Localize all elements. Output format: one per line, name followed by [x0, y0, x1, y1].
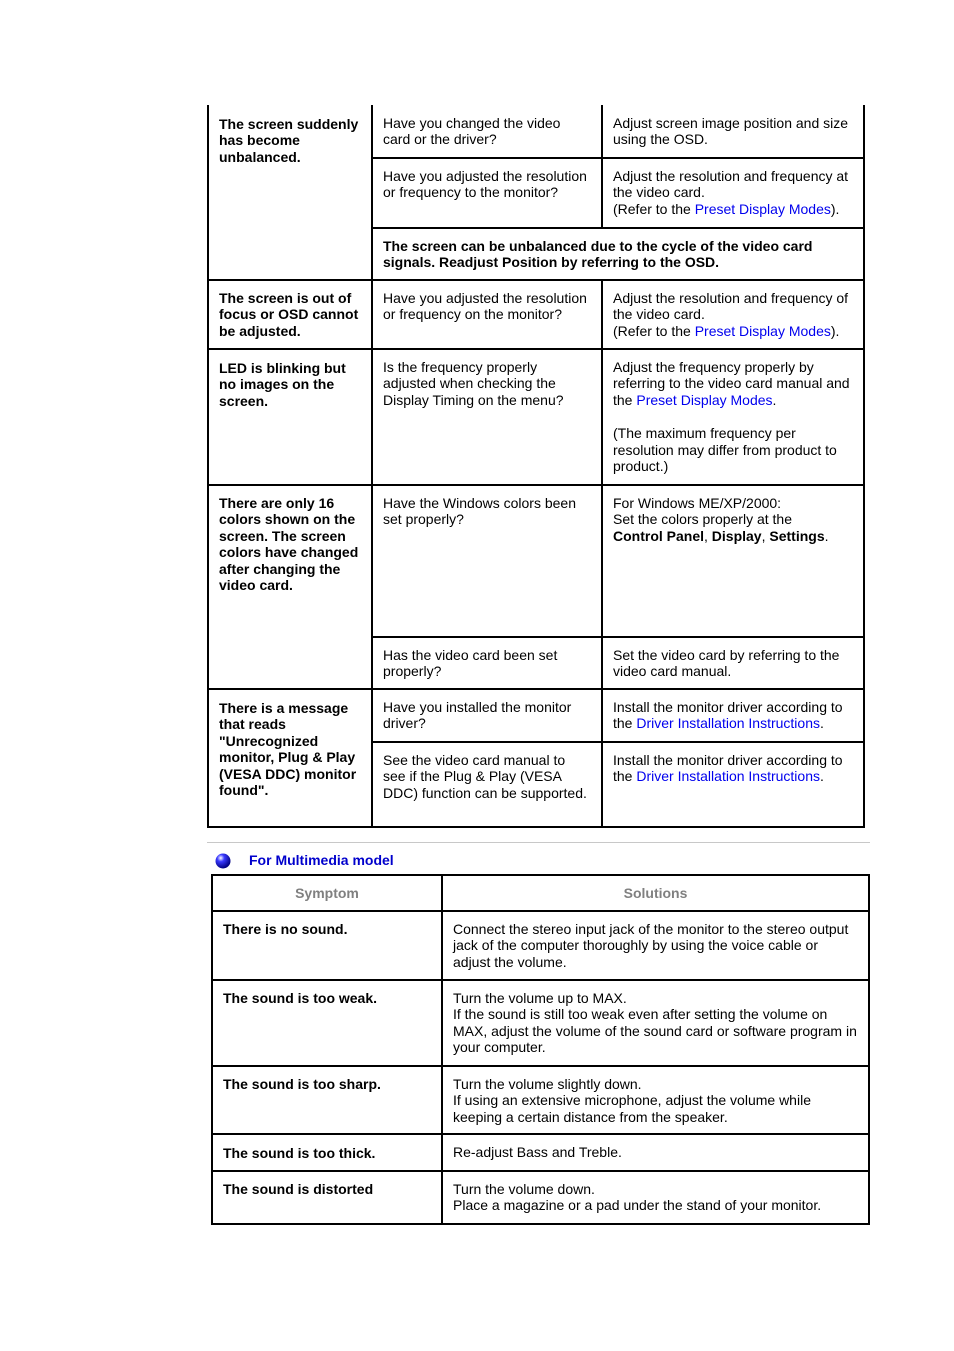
symptom-text: The sound is too thick. — [223, 1145, 376, 1161]
solution-text: (Refer to the — [613, 200, 695, 217]
symptom-text: The sound is too sharp. — [223, 1076, 381, 1092]
solution-text: Adjust screen image position and size using the OSD. — [613, 115, 849, 148]
solution-text: ). — [830, 200, 840, 217]
driver-installation-instructions-link[interactable]: Driver Installation Instructions — [636, 768, 820, 785]
blue-sphere-bullet-icon — [215, 853, 231, 869]
solution-text: Adjust the resolution and frequency at the video card. — [613, 168, 849, 201]
check-text: See the video card manual to see if the Plug & Play (VESA DDC) function can be supported. — [383, 752, 587, 801]
check-cell — [373, 638, 601, 680]
solution-text: Connect the stereo input jack of the monitor to the stereo output jack of the computer thoroughly by using the voice cable or adjust the volume. — [453, 921, 849, 970]
symptom-text: The sound is too weak. — [223, 990, 378, 1006]
symptom-cell — [209, 486, 371, 593]
symptom-cell — [209, 281, 371, 339]
preset-display-modes-link[interactable]: Preset Display Modes — [694, 200, 831, 217]
control-panel-label: Control Panel — [613, 527, 705, 544]
solution-cell — [443, 912, 861, 970]
solution-text: Re-adjust Bass and Treble. — [453, 1144, 622, 1160]
symptom-text: LED is blinking but no images on the screen. — [219, 360, 346, 409]
section-title: For Multimedia model — [249, 852, 394, 868]
symptom-text: There is no sound. — [223, 921, 348, 937]
solution-cell — [603, 690, 865, 732]
solution-text: For Windows ME/XP/2000: — [613, 495, 782, 511]
solution-cell — [443, 1172, 868, 1214]
preset-display-modes-link[interactable]: Preset Display Modes — [636, 391, 773, 408]
solution-text: ). — [830, 322, 840, 339]
check-text: Is the frequency properly adjusted when checking the Display Timing on the menu? — [383, 359, 564, 408]
symptom-cell — [209, 351, 367, 409]
solution-text: . — [820, 715, 824, 732]
check-text: Have you installed the monitor driver? — [383, 699, 572, 732]
solution-cell — [603, 281, 865, 339]
symptom-cell — [213, 981, 441, 1006]
check-text: Has the video card been set properly? — [383, 647, 558, 680]
check-cell — [373, 350, 601, 408]
solution-text: Set the video card by referring to the video card manual. — [613, 647, 840, 680]
symptom-cell — [209, 691, 371, 798]
solution-text: Turn the volume down. — [453, 1181, 595, 1197]
symptom-text: The sound is distorted — [223, 1181, 374, 1197]
separator: , — [704, 527, 712, 544]
solution-note: (The maximum frequency per resolution may differ from product to product.) — [613, 425, 837, 475]
solution-cell — [443, 1135, 868, 1160]
check-cell — [373, 743, 601, 801]
check-cell — [373, 281, 601, 323]
solution-text: Install the monitor driver according to the — [613, 752, 843, 785]
symptom-text: There are only 16 colors shown on the screen. The screen colors have changed after changing the video card. — [219, 495, 359, 594]
solution-cell — [443, 1067, 843, 1125]
solution-cell — [443, 981, 868, 1056]
section-divider — [207, 842, 870, 843]
symptom-cell — [209, 107, 371, 165]
solution-text: (Refer to the — [613, 322, 695, 339]
solution-text: Set the colors properly at the — [613, 511, 792, 528]
note-cell — [373, 229, 863, 271]
driver-installation-instructions-link[interactable]: Driver Installation Instructions — [636, 715, 820, 732]
table-border — [207, 826, 865, 828]
solution-text: Turn the volume slightly down. — [453, 1076, 642, 1092]
solution-text: Adjust the frequency properly by referring to the video card manual and the — [613, 359, 850, 408]
symptom-cell — [213, 1172, 441, 1197]
column-header-solutions: Solutions — [623, 885, 688, 901]
table-border — [868, 874, 870, 1225]
check-cell — [373, 690, 601, 732]
check-text: Have the Windows colors been set properly? — [383, 495, 576, 528]
check-cell — [373, 486, 601, 528]
check-text: Have you adjusted the resolution or frequency to the monitor? — [383, 168, 587, 201]
separator: . — [824, 527, 829, 544]
solution-text: Place a magazine or a pad under the stand of your monitor. — [453, 1197, 822, 1214]
symptom-text: The screen suddenly has become unbalanced. — [219, 116, 359, 165]
solution-text: . — [772, 391, 777, 408]
symptom-text: There is a message that reads "Unrecognized monitor, Plug & Play (VESA DDC) monitor found". — [219, 700, 357, 799]
symptom-text: The screen is out of focus or OSD cannot be adjusted. — [219, 290, 359, 339]
solution-text: If the sound is still too weak even after setting the volume on MAX, adjust the volume of the sound card or software program in your computer. — [453, 1006, 857, 1056]
check-text: Have you changed the video card or the driver? — [383, 115, 561, 148]
solution-text: Adjust the resolution and frequency of the video card. — [613, 290, 849, 323]
symptom-cell — [213, 1067, 441, 1092]
display-label: Display — [711, 527, 762, 544]
solution-text: . — [820, 768, 824, 785]
check-cell — [373, 159, 601, 201]
solution-text: If using an extensive microphone, adjust the volume while keeping a certain distance from the speaker. — [453, 1092, 811, 1125]
solution-cell — [603, 638, 863, 680]
symptom-cell — [213, 912, 441, 937]
preset-display-modes-link[interactable]: Preset Display Modes — [694, 322, 831, 339]
solution-cell — [603, 743, 865, 785]
solution-text: Turn the volume up to MAX. — [453, 990, 627, 1006]
solution-text: Install the monitor driver according to the — [613, 699, 843, 732]
check-cell — [373, 106, 601, 148]
settings-label: Settings — [769, 527, 825, 544]
solution-cell — [603, 486, 863, 544]
solution-cell — [603, 350, 861, 474]
solution-cell — [603, 159, 865, 217]
solution-cell — [603, 106, 863, 148]
check-text: Have you adjusted the resolution or frequency on the monitor? — [383, 290, 587, 323]
table-border — [211, 1223, 870, 1225]
note-text: The screen can be unbalanced due to the cycle of the video card signals. Readjust Position by referring to the OSD. — [383, 238, 813, 271]
symptom-cell — [213, 1136, 441, 1161]
separator: , — [761, 527, 770, 544]
column-header-symptom: Symptom — [295, 885, 359, 901]
